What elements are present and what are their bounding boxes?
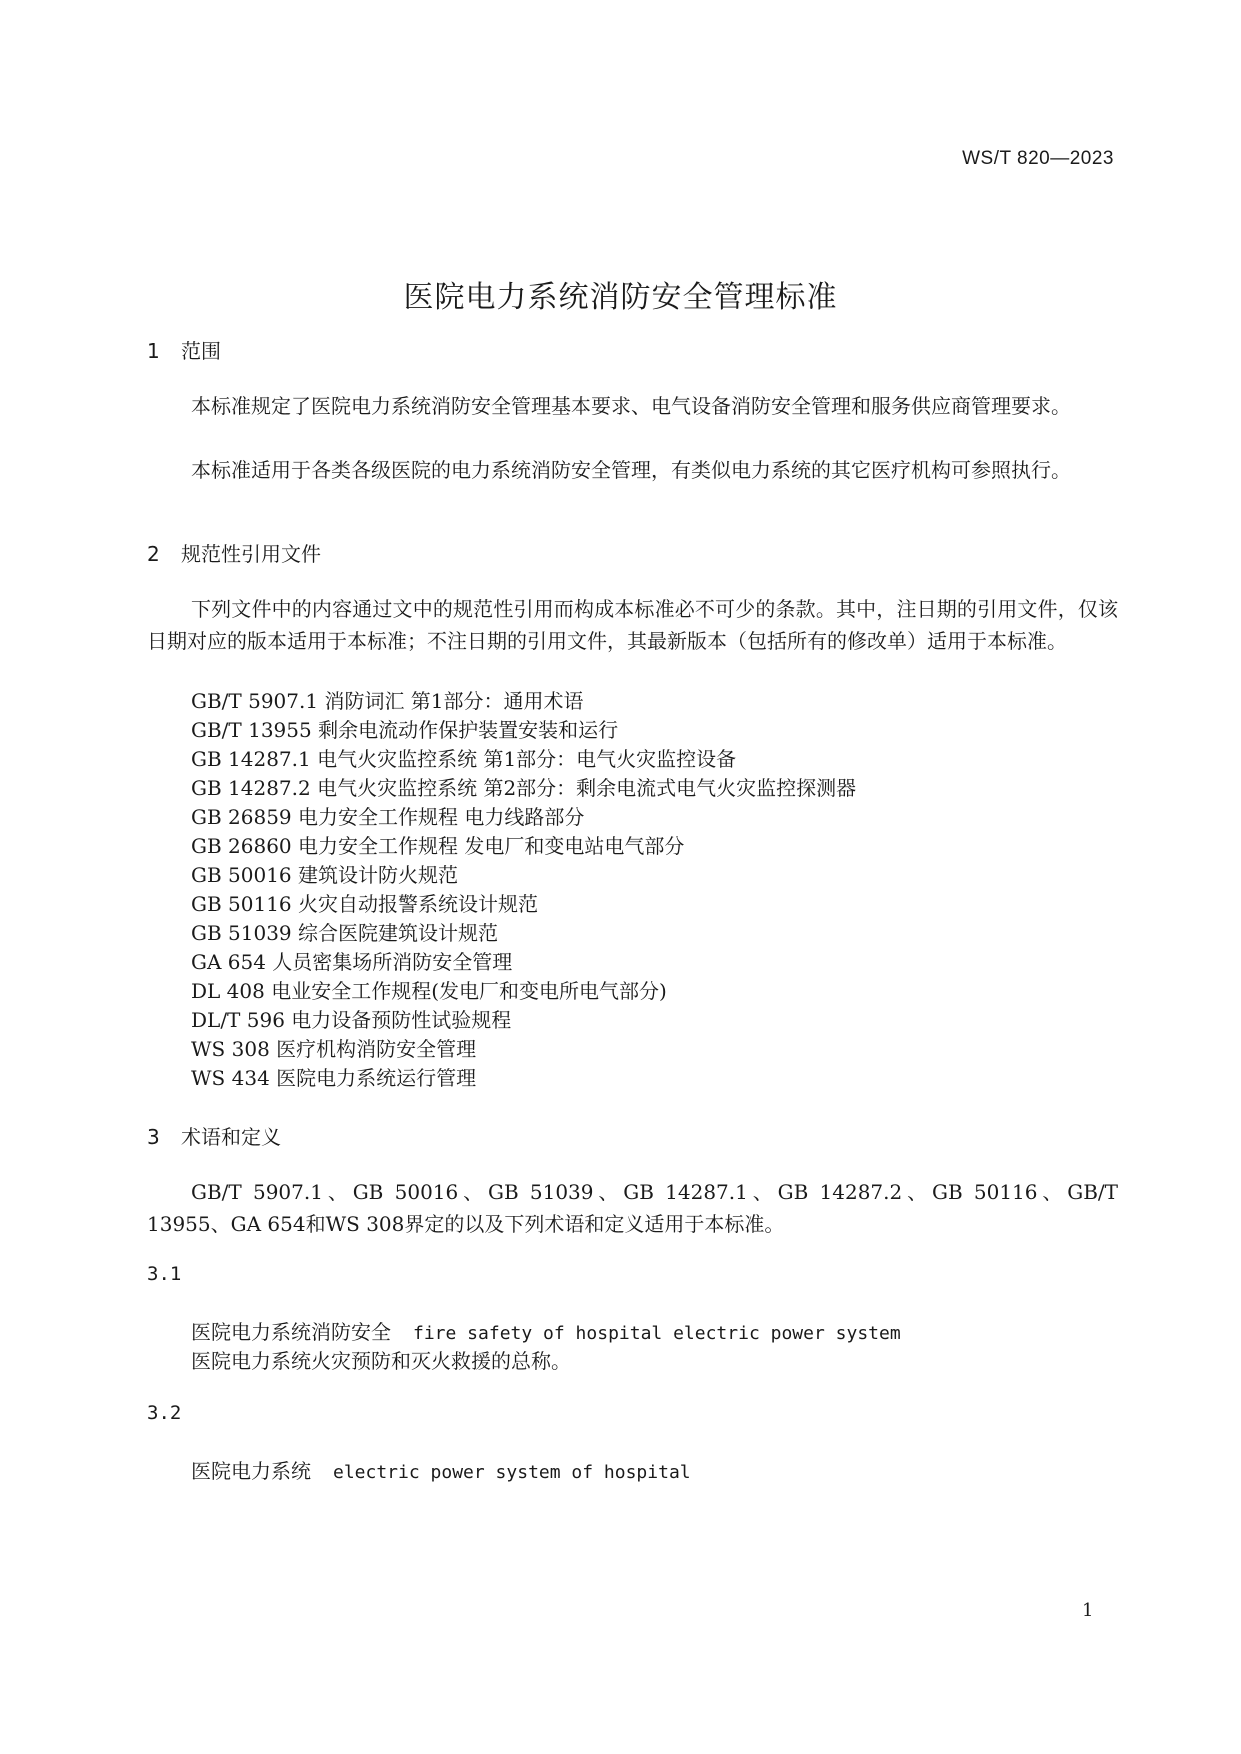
reference-item: DL 408 电业安全工作规程(发电厂和变电所电气部分) bbox=[191, 979, 667, 1003]
section-1-heading bbox=[147, 335, 221, 364]
standard-code: WS/T 820—2023 bbox=[962, 148, 1114, 169]
section-number: 2 bbox=[147, 542, 160, 566]
scope-paragraph-2: 本标准适用于各类各级医院的电力系统消防安全管理，有类似电力系统的其它医疗机构可参照执行。 bbox=[191, 458, 1071, 482]
term-number: 3.2 bbox=[147, 1402, 182, 1424]
reference-item: GB 26859 电力安全工作规程 电力线路部分 bbox=[191, 805, 585, 829]
section-2-heading bbox=[147, 538, 321, 567]
section-title: 范围 bbox=[181, 339, 221, 363]
section-number: 3 bbox=[147, 1125, 160, 1149]
section-number: 1 bbox=[147, 339, 160, 363]
references-intro: 下列文件中的内容通过文中的规范性引用而构成本标准必不可少的条款。其中，注日期的引用文件，仅该日期对应的版本适用于本标准；不注日期的引用文件，其最新版本（包括所有的修改单）适用于本标准。 bbox=[147, 597, 1118, 653]
section-title: 规范性引用文件 bbox=[181, 542, 321, 566]
reference-item: GB 14287.2 电气火灾监控系统 第2部分：剩余电流式电气火灾监控探测器 bbox=[191, 776, 857, 800]
reference-item: GB 50016 建筑设计防火规范 bbox=[191, 863, 459, 887]
reference-item: GB 14287.1 电气火灾监控系统 第1部分：电气火灾监控设备 bbox=[191, 747, 737, 771]
reference-item: GB/T 5907.1 消防词汇 第1部分：通用术语 bbox=[191, 689, 584, 713]
term-entry bbox=[191, 1316, 901, 1345]
term-english: electric power system of hospital bbox=[333, 1462, 691, 1483]
page-number: 1 bbox=[1082, 1600, 1094, 1621]
term-chinese: 医院电力系统消防安全 bbox=[191, 1320, 391, 1344]
reference-item: GA 654 人员密集场所消防安全管理 bbox=[191, 950, 513, 974]
reference-item: GB 26860 电力安全工作规程 发电厂和变电站电气部分 bbox=[191, 834, 685, 858]
term-chinese: 医院电力系统 bbox=[191, 1459, 311, 1483]
section-title: 术语和定义 bbox=[181, 1125, 281, 1149]
scope-paragraph-1: 本标准规定了医院电力系统消防安全管理基本要求、电气设备消防安全管理和服务供应商管理要求。 bbox=[191, 394, 1071, 418]
reference-item: DL/T 596 电力设备预防性试验规程 bbox=[191, 1008, 512, 1032]
document-title: 医院电力系统消防安全管理标准 bbox=[403, 280, 838, 315]
term-definition: 医院电力系统火灾预防和灭火救援的总称。 bbox=[191, 1349, 571, 1373]
term-entry bbox=[191, 1455, 691, 1484]
reference-item: GB 51039 综合医院建筑设计规范 bbox=[191, 921, 499, 945]
reference-item: GB 50116 火灾自动报警系统设计规范 bbox=[191, 892, 539, 916]
terms-intro: GB/T 5907.1、GB 50016、GB 51039、GB 14287.1、GB 14287.2、GB 50116、GB/T 13955、GA 654和WS 308界定的以及下列术语和定义适用于本标准。 bbox=[147, 1180, 1118, 1236]
reference-item: WS 308 医疗机构消防安全管理 bbox=[191, 1037, 477, 1061]
section-3-heading bbox=[147, 1121, 281, 1150]
reference-item: GB/T 13955 剩余电流动作保护装置安装和运行 bbox=[191, 718, 619, 742]
term-english: fire safety of hospital electric power system bbox=[413, 1323, 901, 1344]
term-number: 3.1 bbox=[147, 1263, 182, 1285]
reference-item: WS 434 医院电力系统运行管理 bbox=[191, 1066, 477, 1090]
